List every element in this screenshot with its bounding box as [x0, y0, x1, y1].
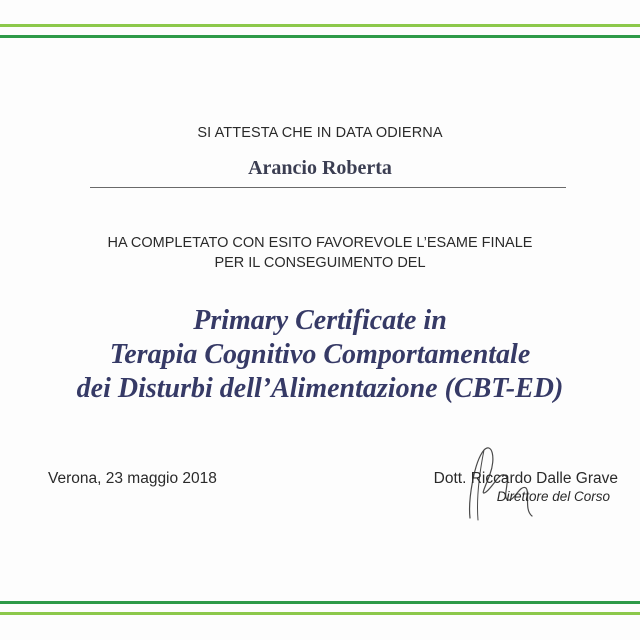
- recipient-name: Arancio Roberta: [248, 157, 392, 179]
- completion-statement: [0, 233, 640, 273]
- bottom-border-dark: [0, 601, 640, 604]
- signer-role: Direttore del Corso: [496, 489, 610, 504]
- completion-line-1: HA COMPLETATO CON ESITO FAVOREVOLE L’ESAME FINALE: [107, 235, 533, 251]
- title-line-1: Primary Certificate in: [193, 305, 447, 336]
- signer-name: Dott. Riccardo Dalle Grave: [433, 470, 618, 487]
- title-line-2: Terapia Cognitivo Comportamentale: [109, 339, 531, 370]
- completion-line-2: PER IL CONSEGUIMENTO DEL: [214, 255, 426, 271]
- certificate-title: [0, 304, 640, 406]
- top-border-dark: [0, 35, 640, 38]
- bottom-border-light: [0, 612, 640, 615]
- title-line-3: dei Disturbi dell’Alimentazione (CBT-ED): [76, 373, 564, 404]
- intro-text: SI ATTESTA CHE IN DATA ODIERNA: [197, 125, 443, 141]
- name-underline: [90, 187, 566, 188]
- place-and-date: Verona, 23 maggio 2018: [48, 470, 217, 487]
- top-border-light: [0, 24, 640, 27]
